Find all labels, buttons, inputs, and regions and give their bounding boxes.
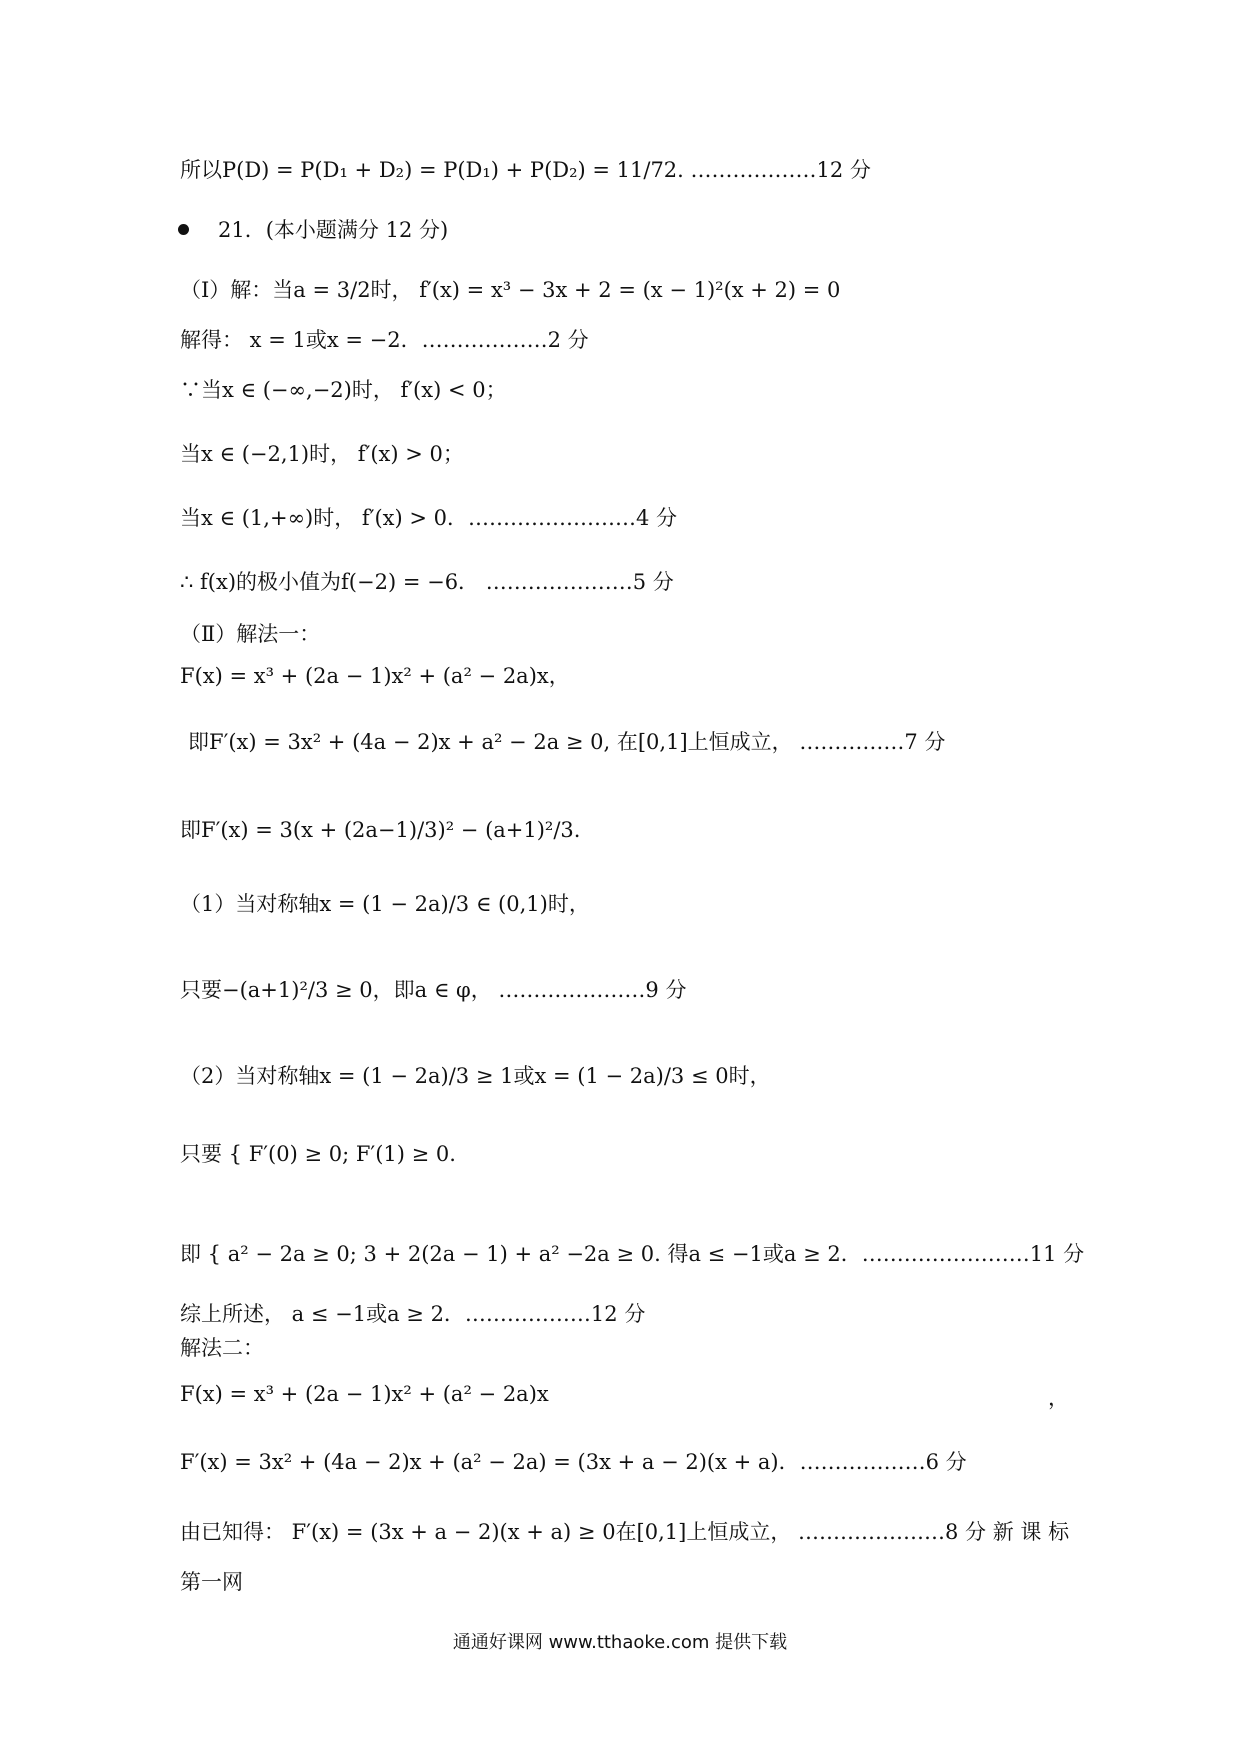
text-line-4: 解得： x = 1或x = −2．………………2 分 (180, 328, 589, 352)
text-line-7: 当x ∈ (1,+∞)时， f′(x) > 0．……………………4 分 (180, 506, 678, 530)
text-line-17: 即 { a² − 2a ≥ 0; 3 + 2(2a − 1) + a² −2a ≥ 0. 得a ≤ −1或a ≥ 2．……………………11 分 (180, 1242, 1085, 1266)
text-line-10: F(x) = x³ + (2a − 1)x² + (a² − 2a)x， (180, 664, 570, 688)
footer-watermark: 通通好课网 www.tthaoke.com 提供下载 (452, 1632, 788, 1653)
text-line-23: 第一网 (180, 1570, 243, 1594)
text-line-16: 只要 { F′(0) ≥ 0; F′(1) ≥ 0. (180, 1142, 456, 1166)
text-line-13: （1）当对称轴x = (1 − 2a)/3 ∈ (0,1)时， (180, 892, 590, 916)
text-line-20: F(x) = x³ + (2a − 1)x² + (a² − 2a)x (180, 1382, 549, 1406)
text-line-1: 所以P(D) = P(D₁ + D₂) = P(D₁) + P(D₂) = 11/72. ………………12 分 (180, 158, 871, 182)
text-line-5: ∵当x ∈ (−∞,−2)时， f′(x) < 0； (180, 378, 507, 402)
section-heading-21: 21．(本小题满分 12 分) (218, 218, 449, 242)
text-line-14: 只要−(a+1)²/3 ≥ 0，即a ∈ φ， …………………9 分 (180, 978, 687, 1002)
text-line-18: 综上所述， a ≤ −1或a ≥ 2．………………12 分 (180, 1302, 646, 1326)
text-line-19: 解法二： (180, 1336, 264, 1360)
text-line-3: （Ⅰ）解：当a = 3/2时， f′(x) = x³ − 3x + 2 = (x − 1)²(x + 2) = 0 (180, 278, 841, 302)
text-line-9: （Ⅱ）解法一： (180, 622, 321, 646)
text-line-8: ∴ f(x)的极小值为f(−2) = −6． …………………5 分 (180, 570, 674, 594)
text-line-6: 当x ∈ (−2,1)时， f′(x) > 0； (180, 442, 464, 466)
trailing-comma: ， (1048, 1386, 1069, 1410)
bullet-icon (178, 224, 189, 235)
text-line-22: 由已知得： F′(x) = (3x + a − 2)(x + a) ≥ 0在[0,1]上恒成立， …………………8 分 新 课 标 (180, 1520, 1070, 1544)
text-line-12: 即F′(x) = 3(x + (2a−1)/3)² − (a+1)²/3. (180, 818, 581, 842)
text-line-21: F′(x) = 3x² + (4a − 2)x + (a² − 2a) = (3x + a − 2)(x + a)．………………6 分 (180, 1450, 967, 1474)
text-line-15: （2）当对称轴x = (1 − 2a)/3 ≥ 1或x = (1 − 2a)/3 ≤ 0时， (180, 1064, 771, 1088)
text-line-11: 即F′(x) = 3x² + (4a − 2)x + a² − 2a ≥ 0, 在[0,1]上恒成立， ……………7 分 (188, 730, 946, 754)
